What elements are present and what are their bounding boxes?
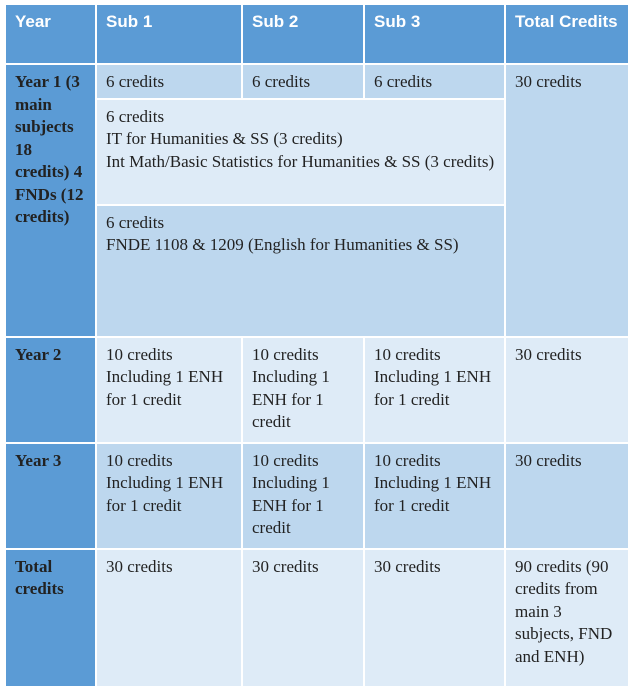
year3-sub3-credits: 10 credits — [374, 450, 441, 470]
year3-sub1-credits: 10 credits — [106, 450, 173, 470]
year2-sub3 — [364, 337, 505, 443]
year2-sub2-note: Including 1 ENH for 1 credit — [252, 367, 330, 431]
year3-sub3-note: Including 1 ENH for 1 credit — [374, 473, 492, 515]
year2-total-credits: 30 credits — [505, 337, 629, 443]
header-sub-1: Sub 1 — [96, 4, 242, 64]
year1-label: Year 1 (3 main subjects 18 credits) 4 FNDs (12 credits) — [5, 64, 96, 337]
credits-table — [4, 3, 630, 688]
totals-sub3: 30 credits — [364, 549, 505, 687]
header-year: Year — [5, 4, 96, 64]
header-sub-3: Sub 3 — [364, 4, 505, 64]
year2-label: Year 2 — [5, 337, 96, 443]
year3-sub3 — [364, 443, 505, 549]
year2-sub1-note: Including 1 ENH for 1 credit — [106, 367, 224, 409]
year1-sub3-credits: 6 credits — [364, 64, 505, 99]
totals-row — [5, 549, 629, 687]
year2-sub1 — [96, 337, 242, 443]
year3-sub1 — [96, 443, 242, 549]
year1-row — [5, 64, 629, 99]
header-total-credits: Total Credits — [505, 4, 629, 64]
year3-sub1-note: Including 1 ENH for 1 credit — [106, 473, 224, 515]
header-row — [5, 4, 629, 64]
year3-sub2 — [242, 443, 364, 549]
year2-row — [5, 337, 629, 443]
fnd-group-1-credits: 6 credits — [106, 106, 165, 126]
year2-sub3-note: Including 1 ENH for 1 credit — [374, 367, 492, 409]
year3-sub2-note: Including 1 ENH for 1 credit — [252, 473, 330, 537]
fnd-group-2-credits: 6 credits — [106, 212, 165, 232]
year1-fnd-group-2 — [96, 205, 505, 337]
year3-sub2-credits: 10 credits — [252, 450, 319, 470]
fnd-course-it: IT for Humanities & SS (3 credits) — [106, 129, 343, 148]
year1-fnd-group-1 — [96, 99, 505, 205]
year2-sub2-credits: 10 credits — [252, 344, 319, 364]
fnd-course-math: Int Math/Basic Statistics for Humanities & SS (3 credits) — [106, 151, 495, 171]
totals-label: Total credits — [5, 549, 96, 687]
year3-total-credits: 30 credits — [505, 443, 629, 549]
fnd-course-english: FNDE 1108 & 1209 (English for Humanities & SS) — [106, 235, 459, 254]
year1-sub1-credits: 6 credits — [96, 64, 242, 99]
year1-total-credits: 30 credits — [505, 64, 629, 337]
year2-sub1-credits: 10 credits — [106, 344, 173, 364]
year1-sub2-credits: 6 credits — [242, 64, 364, 99]
totals-sub2: 30 credits — [242, 549, 364, 687]
year3-row — [5, 443, 629, 549]
year2-sub3-credits: 10 credits — [374, 344, 441, 364]
year3-label: Year 3 — [5, 443, 96, 549]
year2-sub2 — [242, 337, 364, 443]
totals-sub1: 30 credits — [96, 549, 242, 687]
totals-grand-total: 90 credits (90 credits from main 3 subjects, FND and ENH) — [505, 549, 629, 687]
header-sub-2: Sub 2 — [242, 4, 364, 64]
